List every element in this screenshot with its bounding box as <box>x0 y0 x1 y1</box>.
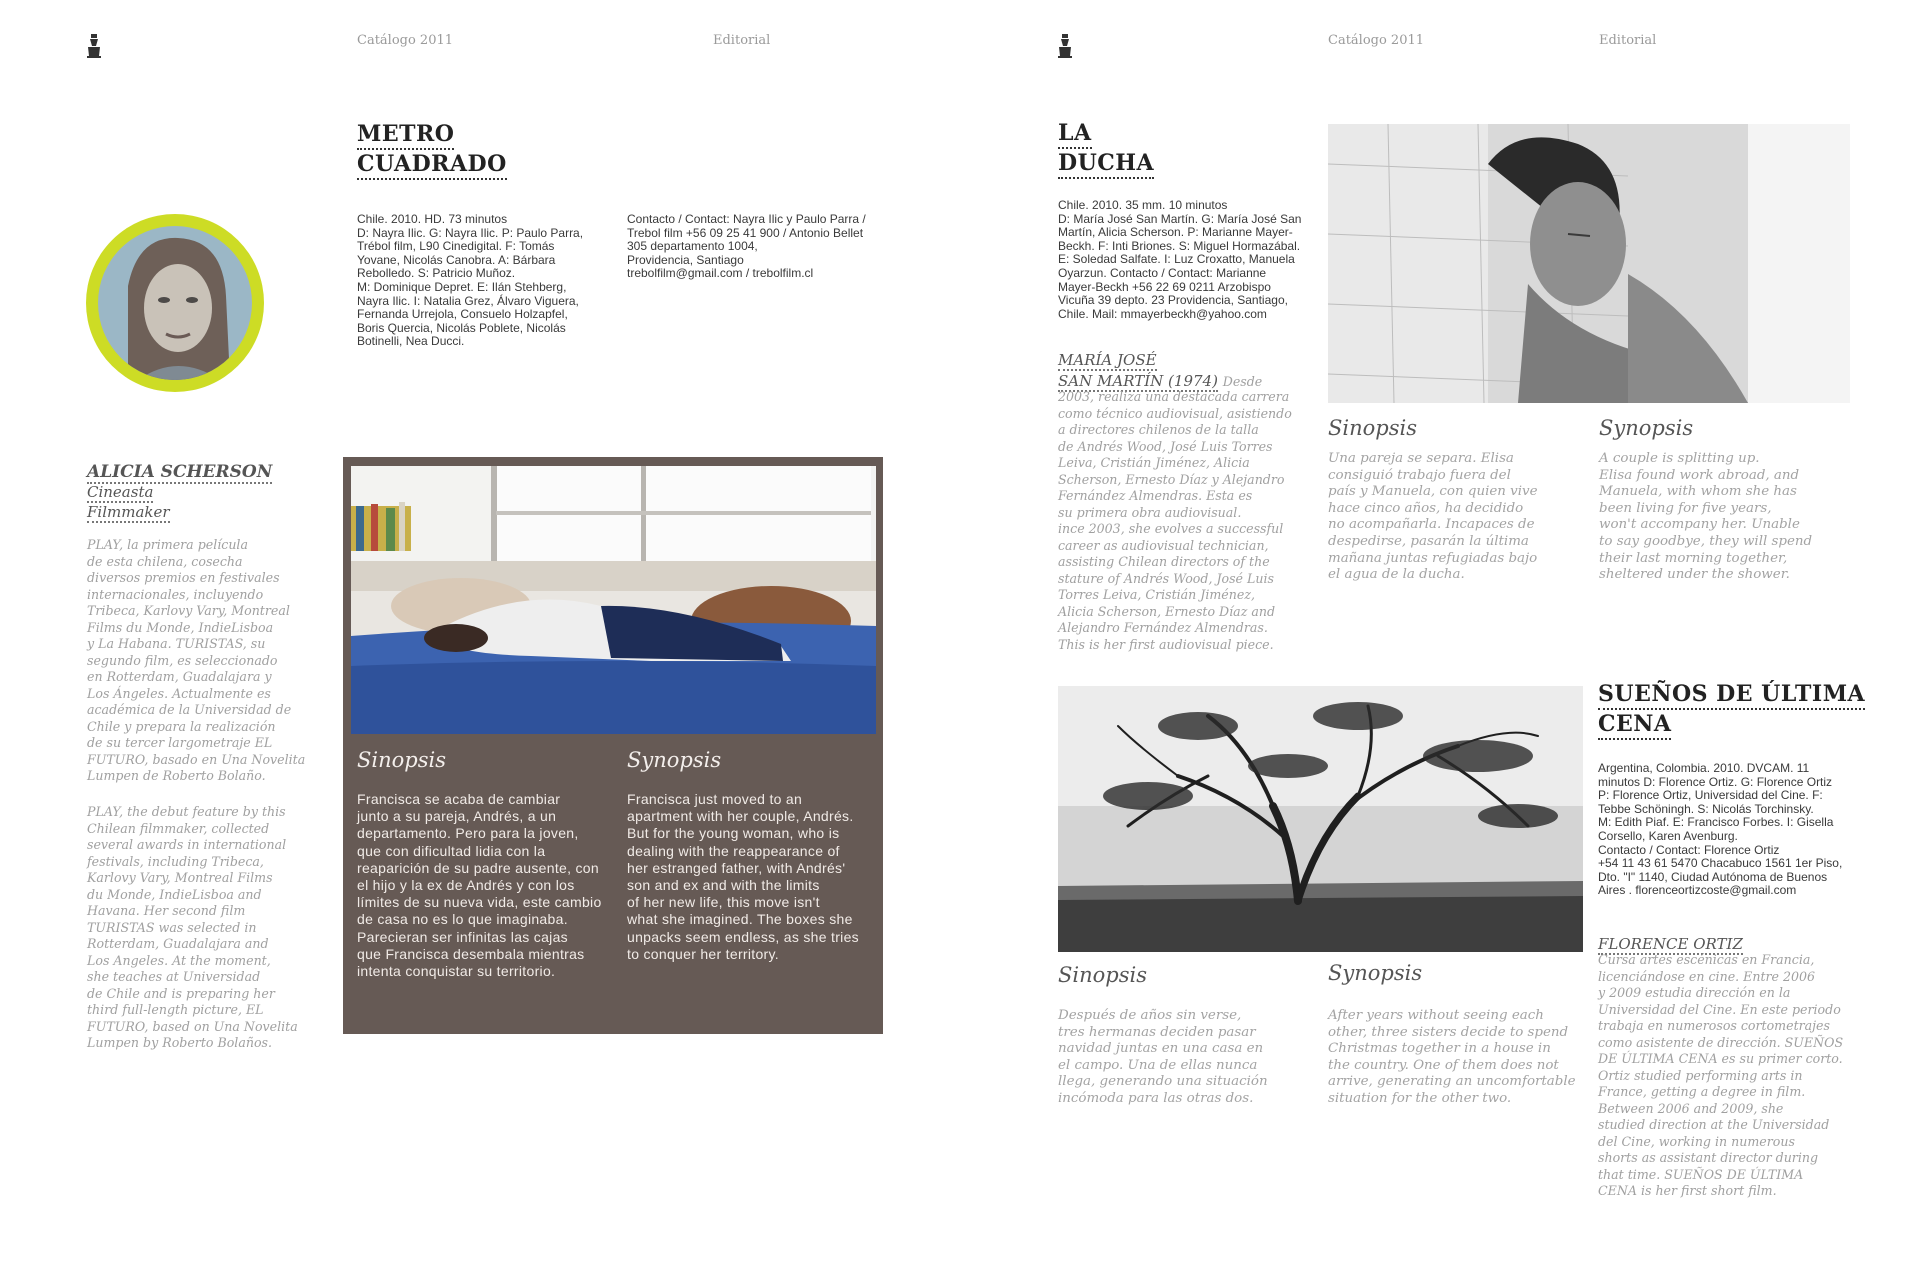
director-bio-lead: Desde <box>1222 374 1263 389</box>
director-block <box>1598 934 1743 954</box>
header-catalog: Catálogo 2011 <box>1328 33 1425 48</box>
director-role-en: Filmmaker <box>87 503 170 521</box>
synopsis-text-es: Francisca se acaba de cambiar junto a su pareja, Andrés, a un departamento. Pero para la joven, que con dificultad lidia con la reaparición de su padre ausente, con el hijo y la ex de Andrés y con los límites de su nueva vida, este cambio de casa no es lo que imaginaba. Parecieran ser infinitas las cajas que Francisca desembala mientras intenta conquistar su territorio. <box>357 791 602 980</box>
synopsis-head-en: Synopsis <box>627 748 722 772</box>
director-bio: 2003, realiza una destacada carrera como técnico audiovisual, asistiendo a directores chilenos de la talla de Andrés Wood, José Luis Torres Leiva, Cristián Jiménez, Alicia Scherson, Ernesto Díaz y Alejandro Fernández Almendras. Esta es su primera obra audiovisual. ince 2003, she evolves a successful career as audiovisual technician, assisting Chilean directors of the stature of Andrés Wood, José Luis Torres Leiva, Cristián Jiménez, Alicia Scherson, Ernesto Díaz and Alejandro Fernández Almendras. This is her first audiovisual piece. <box>1058 389 1292 652</box>
director-bio-en: PLAY, the debut feature by this Chilean filmmaker, collected several awards in international festivals, including Tribeca, Karlovy Vary, Montreal Films du Monde, IndieLisboa and Havana. Her second film TURISTAS was selected in Rotterdam, Guadalajara and Los Angeles. At the moment, she teaches at Universidad de Chile and is preparing her third full-length picture, EL FUTURO, based on Una Novelita Lumpen by Roberto Bolaños. <box>87 804 298 1050</box>
film-title-la-ducha <box>1058 118 1154 178</box>
synopsis-text-en: After years without seeing each other, three sisters decide to spend Christmas together in a house in the country. One of them does not arrive, generating an uncomfortable situation for the other two. <box>1328 1008 1576 1106</box>
director-role-es: Cineasta <box>87 483 154 501</box>
film-credits: Argentina, Colombia. 2010. DVCAM. 11 minutos D: Florence Ortiz. G: Florence Ortiz P: Florence Ortiz, Universidad del Cine. F: Tebbe Schöningh. S: Nicolás Torchinsky. M: Edith Piaf. E: Francisco Forbes. I: Gisella Corsello, Karen Avenburg. Contacto / Contact: Florence Ortiz +54 11 43 61 5470 Chacabuco 1561 1er Piso, Dto. "I" 1140, Ciudad Autónoma de Buenos Aires . florenceortizcoste@gmail.com <box>1598 761 1843 898</box>
synopsis-head-es: Sinopsis <box>1328 416 1417 440</box>
synopsis-text-es: Una pareja se separa. Elisa consiguió trabajo fuera del país y Manuela, con quien vive hace cinco años, ha decidido no acompañarla. Incapaces de despedirse, pasarán la última mañana juntas refugiadas bajo el agua de la ducha. <box>1328 451 1538 583</box>
synopsis-head-es: Sinopsis <box>1058 963 1147 987</box>
header-section: Editorial <box>713 33 771 48</box>
header-section: Editorial <box>1599 33 1657 48</box>
lantern-logo-icon <box>1058 34 1072 58</box>
film-title-line1: SUEÑOS DE ÚLTIMA <box>1598 681 1865 710</box>
synopsis-text-en: A couple is splitting up. Elisa found work abroad, and Manuela, with whom she has been living for five years, won't accompany her. Unable to say goodbye, they will spend their last morning together, sheltered under the shower. <box>1599 451 1813 583</box>
film-still-bed <box>351 466 876 734</box>
film-title-line1: LA <box>1058 120 1092 149</box>
director-block <box>87 462 317 522</box>
synopsis-head-en: Synopsis <box>1328 961 1423 985</box>
director-name: ALICIA SCHERSON <box>87 462 273 482</box>
film-still-shower <box>1328 124 1850 403</box>
synopsis-head-en: Synopsis <box>1599 416 1694 440</box>
director-name: FLORENCE ORTIZ <box>1598 935 1743 953</box>
synopsis-text-en: Francisca just moved to an apartment with her couple, Andrés. But for the young woman, who is dealing with the reappearance of her estranged father, with Andrés' son and ex and with the limits of her new life, this move isn't what she imagined. The boxes she unpacks seem endless, as she tries to conquer her territory. <box>627 791 859 962</box>
film-still-tree <box>1058 686 1583 952</box>
director-portrait-image <box>98 226 252 380</box>
director-bio-es: PLAY, la primera película de esta chilena, cosecha diversos premios en festivales internacionales, incluyendo Tribeca, Karlovy Vary, Montreal Films du Monde, IndieLisboa y La Habana. TURISTAS, su segundo film, es seleccionado en Rotterdam, Guadalajara y Los Ángeles. Actualmente es académica de la Universidad de Chile y prepara la realización de su tercer largometraje EL FUTURO, basado en Una Novelita Lumpen de Roberto Bolaño. <box>87 537 306 783</box>
film-title-line2: CENA <box>1598 711 1671 740</box>
director-block <box>1058 350 1318 391</box>
film-title-line1: METRO <box>357 121 454 150</box>
film-title-line2: DUCHA <box>1058 150 1154 179</box>
film-title-metro-cuadrado <box>357 119 507 179</box>
lantern-logo-icon <box>87 34 101 58</box>
film-contact: Contacto / Contact: Nayra Ilic y Paulo Parra / Trebol film +56 09 25 41 900 / Antonio Bellet 305 departamento 1004, Providencia, Santiago trebolfilm@gmail.com / trebolfilm.cl <box>627 212 866 281</box>
header-catalog: Catálogo 2011 <box>357 33 454 48</box>
synopsis-text-es: Después de años sin verse, tres hermanas deciden pasar navidad juntas en una casa en el campo. Una de ellas nunca llega, generando una situación incómoda para las otras dos. <box>1058 1008 1268 1106</box>
director-name-line2: SAN MARTÍN (1974) <box>1058 372 1218 390</box>
film-title-line2: CUADRADO <box>357 151 507 180</box>
director-bio: Cursa artes escénicas en Francia, licenciándose en cine. Entre 2006 y 2009 estudia dirección en la Universidad del Cine. En este periodo trabaja en numerosos cortometrajes como asistente de dirección. SUEÑOS DE ÚLTIMA CENA es su primer corto. Ortiz studied performing arts in France, getting a degree in film. Between 2006 and 2009, she studied direction at the Universidad del Cine, working in numerous shorts as assistant director during that time. SUEÑOS DE ÚLTIMA CENA is her first short film. <box>1598 952 1844 1198</box>
film-credits: Chile. 2010. 35 mm. 10 minutos D: María José San Martín. G: María José San Martín, Alicia Scherson. P: Marianne Mayer- Beckh. F: Inti Briones. S: Miguel Hormazábal. E: Soledad Salfate. I: Luz Croxatto, Manuela Oyarzun. Contacto / Contact: Marianne Mayer-Beckh +56 22 69 0211 Arzobispo Vicuña 39 depto. 23 Providencia, Santiago, Chile. Mail: mmayerbeckh@yahoo.com <box>1058 198 1302 321</box>
director-name-line1: MARÍA JOSÉ <box>1058 351 1157 369</box>
director-portrait-frame <box>86 214 264 392</box>
synopsis-head-es: Sinopsis <box>357 748 446 772</box>
film-credits: Chile. 2010. HD. 73 minutos D: Nayra Ilic. G: Nayra Ilic. P: Paulo Parra, Trébol film, L90 Cinedigital. F: Tomás Yovane, Nicolás Canobra. A: Bárbara Rebolledo. S: Patricio Muñoz. M: Dominique Depret. E: Ilán Stehberg, Nayra Ilic. I: Natalia Grez, Álvaro Viguera, Fernanda Urrejola, Consuelo Holzapfel, Boris Quercia, Nicolás Poblete, Nicolás Botinelli, Nea Ducci. <box>357 212 584 349</box>
film-title-suenos-de-ultima-cena <box>1598 679 1865 739</box>
